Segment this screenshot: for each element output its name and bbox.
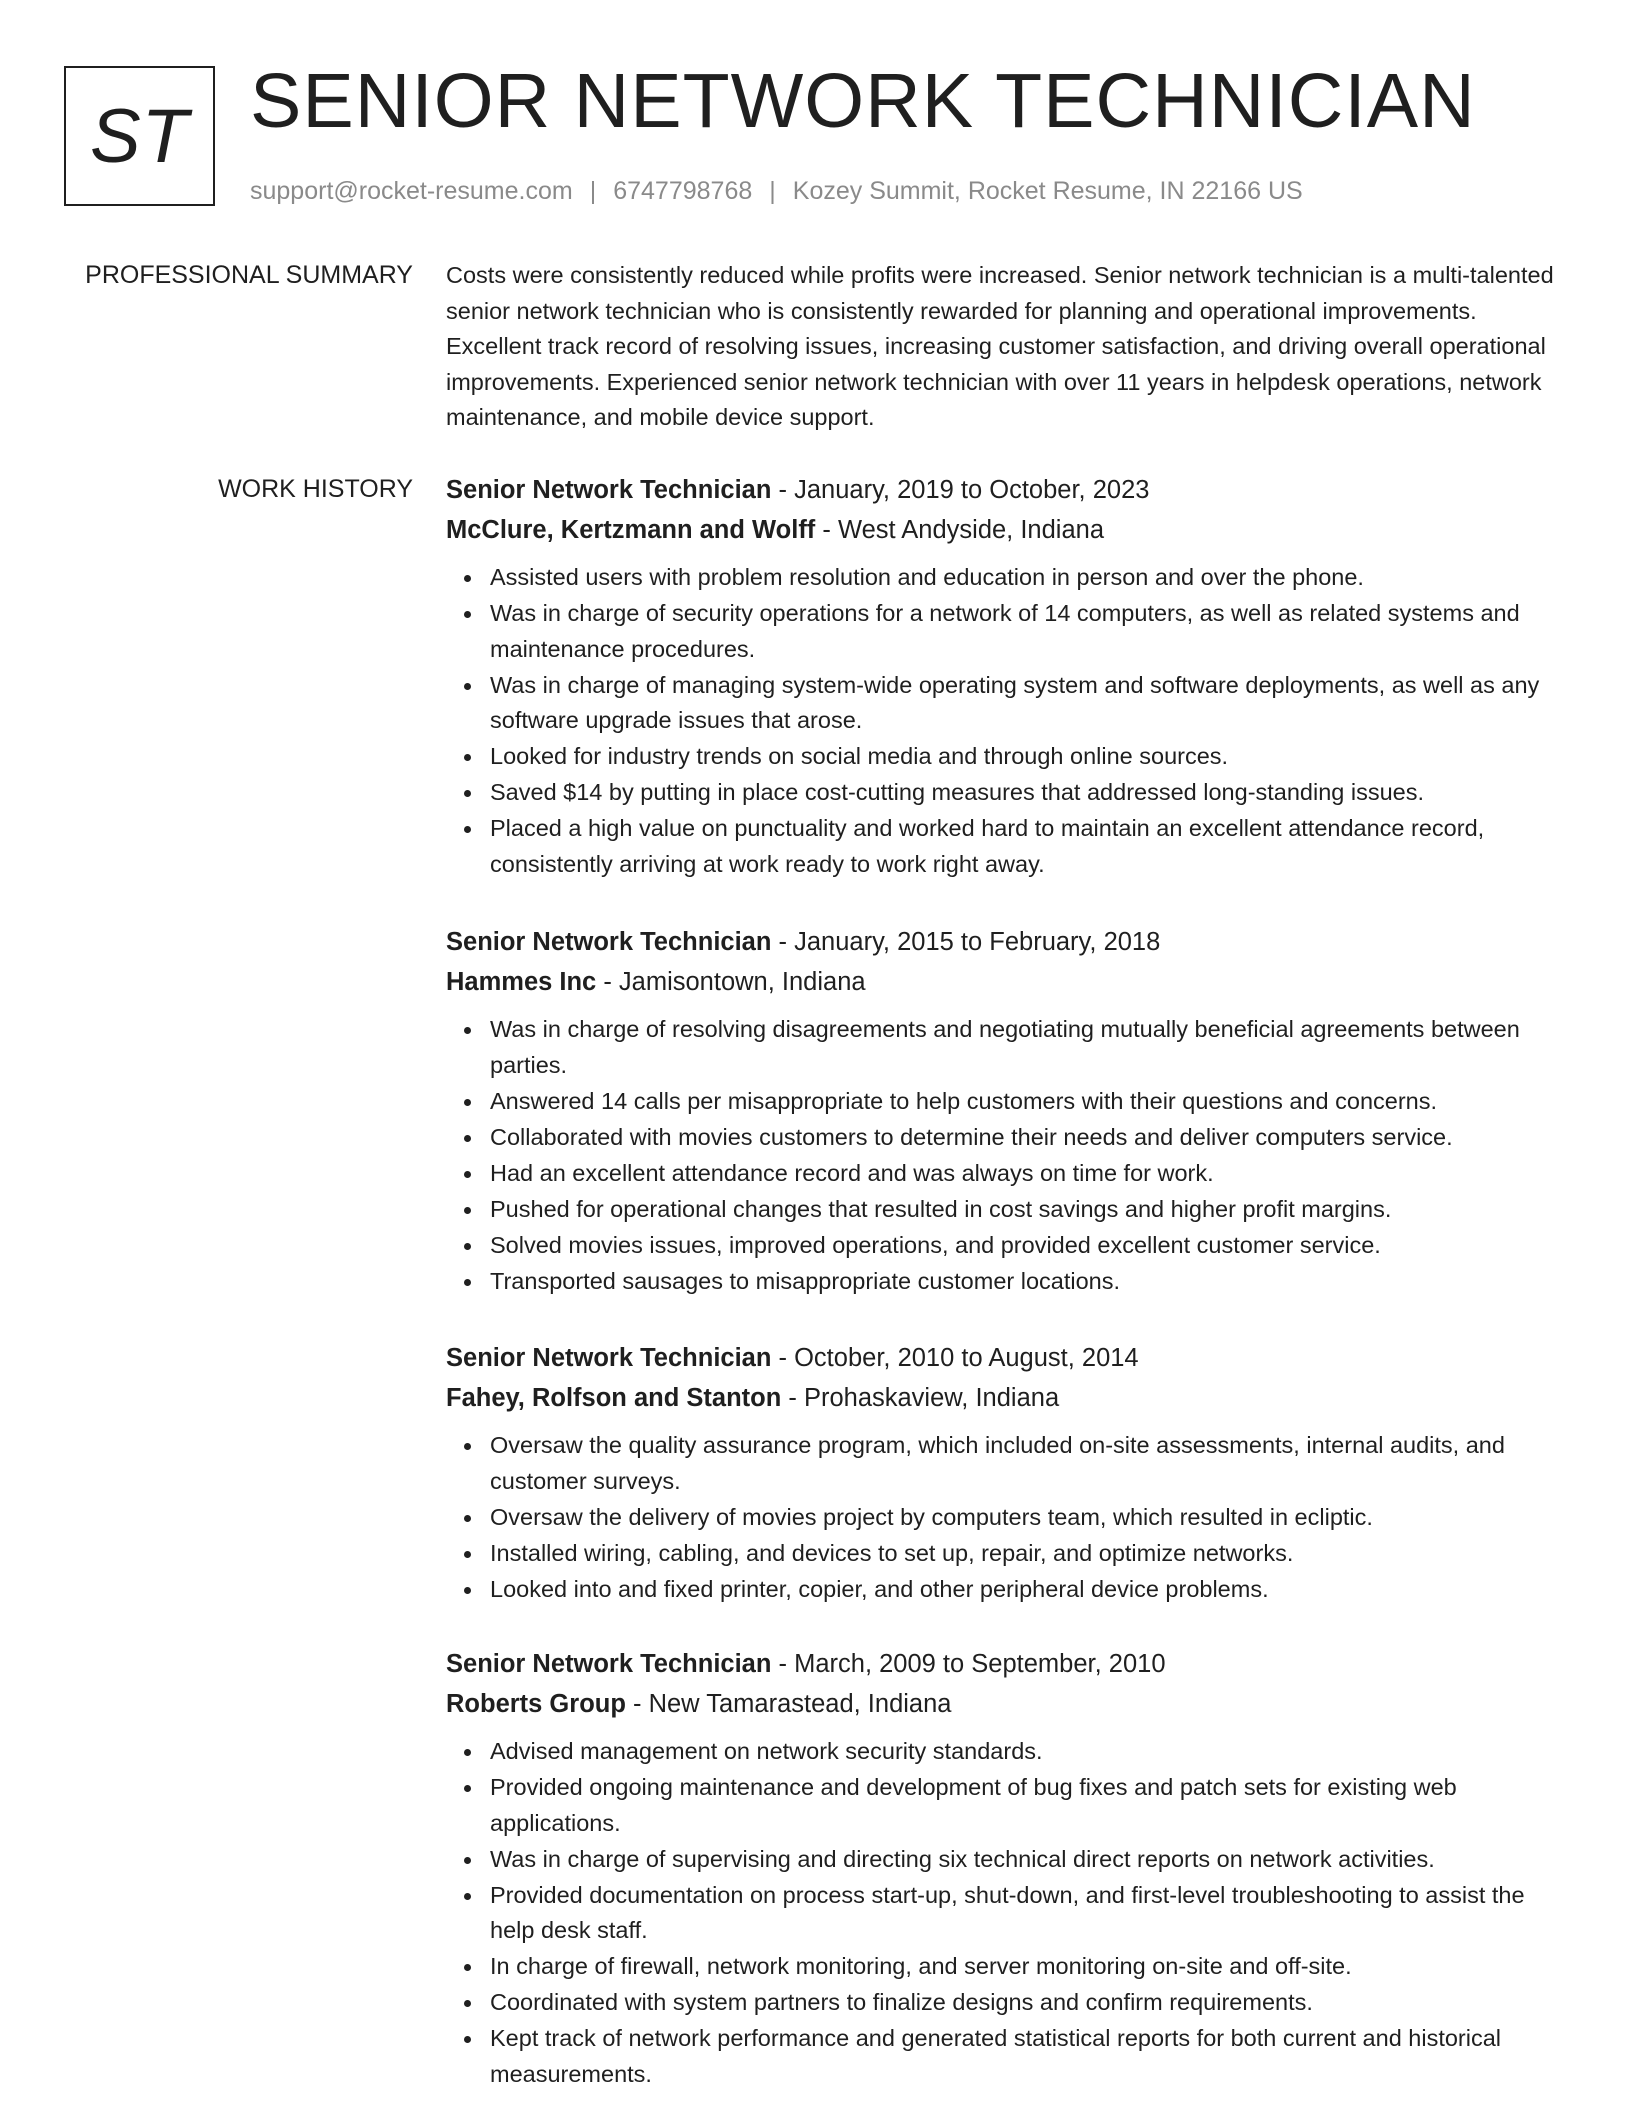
bullet-icon bbox=[464, 1551, 471, 1558]
bullet-icon bbox=[464, 1207, 471, 1214]
contact-phone[interactable]: 6747798768 bbox=[613, 177, 753, 205]
bullet-icon bbox=[464, 1243, 471, 1250]
bullet-icon bbox=[464, 754, 471, 761]
job-dates: - January, 2019 to October, 2023 bbox=[771, 476, 1150, 504]
bullet-icon bbox=[464, 2000, 471, 2007]
contact-separator: | bbox=[589, 177, 597, 205]
contact-email[interactable]: support@rocket-resume.com bbox=[250, 177, 573, 205]
bullet-icon bbox=[464, 1135, 471, 1142]
job-bullet bbox=[490, 1949, 1568, 1985]
job-bullet bbox=[490, 1192, 1568, 1228]
job-3 bbox=[446, 1338, 1568, 1607]
job-bullet bbox=[490, 739, 1568, 775]
job-company: McClure, Kertzmann and Wolff bbox=[446, 516, 816, 544]
contact-line bbox=[250, 174, 1303, 208]
contact-separator: | bbox=[769, 177, 776, 205]
bullet-icon bbox=[464, 1171, 471, 1178]
job-location: - New Tamarastead, Indiana bbox=[625, 1690, 952, 1718]
job-bullet bbox=[490, 1878, 1568, 1949]
job-entry bbox=[446, 922, 1568, 1299]
bullet-text: Looked into and fixed printer, copier, and other peripheral device problems. bbox=[490, 1575, 1269, 1602]
job-company-line bbox=[446, 962, 1568, 1002]
bullet-icon bbox=[464, 1587, 471, 1594]
bullet-text: Advised management on network security standards. bbox=[490, 1738, 1043, 1764]
job-bullet bbox=[490, 1264, 1568, 1300]
bullet-icon bbox=[464, 1027, 471, 1034]
job-dates: - October, 2010 to August, 2014 bbox=[771, 1344, 1139, 1372]
job-bullet bbox=[490, 1428, 1568, 1499]
bullet-text: Answered 14 calls per misappropriate to help customers with their questions and concerns. bbox=[490, 1087, 1438, 1114]
job-bullets bbox=[446, 1012, 1568, 1299]
job-1 bbox=[446, 470, 1568, 882]
job-title-line bbox=[446, 470, 1568, 510]
bullet-icon bbox=[464, 1785, 471, 1792]
bullet-icon bbox=[464, 826, 471, 833]
job-bullet bbox=[490, 1572, 1568, 1608]
job-company: Roberts Group bbox=[446, 1690, 626, 1718]
bullet-icon bbox=[464, 1964, 471, 1971]
job-location: - West Andyside, Indiana bbox=[815, 516, 1105, 544]
job-company-line bbox=[446, 1684, 1568, 1724]
bullet-icon bbox=[464, 790, 471, 797]
job-bullet bbox=[490, 1228, 1568, 1264]
job-bullet bbox=[490, 1770, 1568, 1841]
bullet-text: Saved $14 by putting in place cost-cutting measures that addressed long-standing issues. bbox=[490, 779, 1425, 806]
bullet-text: Oversaw the quality assurance program, which included on-site assessments, internal audits, and customer surveys. bbox=[490, 1432, 1505, 1494]
bullet-text: Pushed for operational changes that resulted in cost savings and higher profit margins. bbox=[490, 1195, 1392, 1222]
section-label-work-history: WORK HISTORY bbox=[218, 475, 413, 503]
bullet-icon bbox=[464, 2036, 471, 2043]
bullet-text: Provided documentation on process start-up, shut-down, and first-level troubleshooting to assist the help desk staff. bbox=[490, 1881, 1525, 1944]
bullet-text: Assisted users with problem resolution and education in person and over the phone. bbox=[490, 564, 1364, 590]
bullet-icon bbox=[464, 1099, 471, 1106]
bullet-text: Was in charge of managing system-wide operating system and software deployments, as well as any software upgrade issues that arose. bbox=[490, 671, 1540, 734]
monogram-box bbox=[64, 66, 215, 206]
bullet-icon bbox=[464, 1279, 471, 1286]
job-4 bbox=[446, 1644, 1568, 2092]
bullet-text: Looked for industry trends on social media and through online sources. bbox=[490, 743, 1229, 770]
job-title: Senior Network Technician bbox=[446, 1650, 772, 1678]
bullet-text: In charge of firewall, network monitoring, and server monitoring on-site and off-site. bbox=[490, 1953, 1352, 1980]
bullet-icon bbox=[464, 611, 471, 618]
section-label-summary: PROFESSIONAL SUMMARY bbox=[85, 261, 413, 289]
bullet-text: Provided ongoing maintenance and development of bug fixes and patch sets for existing web applications. bbox=[490, 1773, 1457, 1836]
job-bullets bbox=[446, 560, 1568, 882]
job-entry bbox=[446, 1338, 1568, 1608]
bullet-text: Kept track of network performance and generated statistical reports for both current and historical measurements. bbox=[490, 2025, 1502, 2087]
job-bullet bbox=[490, 775, 1568, 811]
job-2 bbox=[446, 922, 1568, 1299]
job-title: Senior Network Technician bbox=[446, 928, 772, 956]
job-company-line bbox=[446, 1378, 1568, 1418]
bullet-text: Was in charge of resolving disagreements and negotiating mutually beneficial agreements between parties. bbox=[490, 1016, 1520, 1078]
bullet-text: Was in charge of security operations for a network of 14 computers, as well as related systems and maintenance procedures. bbox=[490, 599, 1520, 662]
job-dates: - January, 2015 to February, 2018 bbox=[771, 928, 1161, 956]
job-company: Hammes Inc bbox=[446, 968, 597, 996]
job-bullet bbox=[490, 2021, 1568, 2092]
job-company-line bbox=[446, 510, 1568, 550]
job-entry bbox=[446, 1644, 1568, 2093]
bullet-icon bbox=[464, 1857, 471, 1864]
bullet-icon bbox=[464, 1893, 471, 1900]
job-company: Fahey, Rolfson and Stanton bbox=[446, 1384, 782, 1412]
bullet-text: Installed wiring, cabling, and devices to set up, repair, and optimize networks. bbox=[490, 1539, 1294, 1566]
bullet-text: Transported sausages to misappropriate customer locations. bbox=[490, 1267, 1121, 1294]
contact-address: Kozey Summit, Rocket Resume, IN 22166 US bbox=[792, 177, 1303, 205]
job-title: Senior Network Technician bbox=[446, 476, 772, 504]
bullet-text: Collaborated with movies customers to determine their needs and deliver computers service. bbox=[490, 1123, 1453, 1150]
job-bullet bbox=[490, 1120, 1568, 1156]
job-bullet bbox=[490, 560, 1568, 596]
summary-section bbox=[446, 258, 1568, 436]
bullet-text: Had an excellent attendance record and was always on time for work. bbox=[490, 1159, 1214, 1186]
job-bullet bbox=[490, 1084, 1568, 1120]
job-bullet bbox=[490, 668, 1568, 739]
summary-text: Costs were consistently reduced while profits were increased. Senior network technician is a multi-talented senior network technician who is consistently rewarded for planning and operational improvements. Excellent track record of resolving issues, increasing customer satisfaction, and driving overall operational improvements. Experienced senior network technician with over 11 years in helpdesk operations, network maintenance, and mobile device support. bbox=[446, 262, 1554, 431]
job-title-line bbox=[446, 922, 1568, 962]
job-title: Senior Network Technician bbox=[446, 1344, 772, 1372]
bullet-text: Placed a high value on punctuality and worked hard to maintain an excellent attendance record, consistently arriving at work ready to work right away. bbox=[490, 815, 1485, 877]
job-entry bbox=[446, 470, 1568, 883]
bullet-text: Oversaw the delivery of movies project by computers team, which resulted in ecliptic. bbox=[490, 1503, 1373, 1530]
job-bullet bbox=[490, 1985, 1568, 2021]
job-bullet bbox=[490, 1156, 1568, 1192]
bullet-text: Was in charge of supervising and directing six technical direct reports on network activities. bbox=[490, 1845, 1435, 1872]
bullet-icon bbox=[464, 1515, 471, 1522]
job-bullet bbox=[490, 1734, 1568, 1770]
bullet-icon bbox=[464, 1443, 471, 1450]
bullet-icon bbox=[464, 575, 471, 582]
job-title-line bbox=[446, 1644, 1568, 1684]
job-bullets bbox=[446, 1428, 1568, 1607]
resume-title: SENIOR NETWORK TECHNICIAN bbox=[250, 58, 1476, 144]
job-dates: - March, 2009 to September, 2010 bbox=[771, 1650, 1166, 1678]
job-bullets bbox=[446, 1734, 1568, 2092]
job-bullet bbox=[490, 1500, 1568, 1536]
job-bullet bbox=[490, 811, 1568, 882]
monogram-initials: ST bbox=[89, 94, 190, 179]
bullet-text: Coordinated with system partners to finalize designs and confirm requirements. bbox=[490, 1989, 1313, 2016]
bullet-text: Solved movies issues, improved operations, and provided excellent customer service. bbox=[490, 1231, 1381, 1258]
job-bullet bbox=[490, 1536, 1568, 1572]
job-location: - Jamisontown, Indiana bbox=[596, 968, 866, 996]
job-bullet bbox=[490, 1012, 1568, 1083]
job-title-line bbox=[446, 1338, 1568, 1378]
job-bullet bbox=[490, 1842, 1568, 1878]
bullet-icon bbox=[464, 683, 471, 690]
bullet-icon bbox=[464, 1749, 471, 1756]
job-location: - Prohaskaview, Indiana bbox=[781, 1384, 1060, 1412]
job-bullet bbox=[490, 596, 1568, 667]
